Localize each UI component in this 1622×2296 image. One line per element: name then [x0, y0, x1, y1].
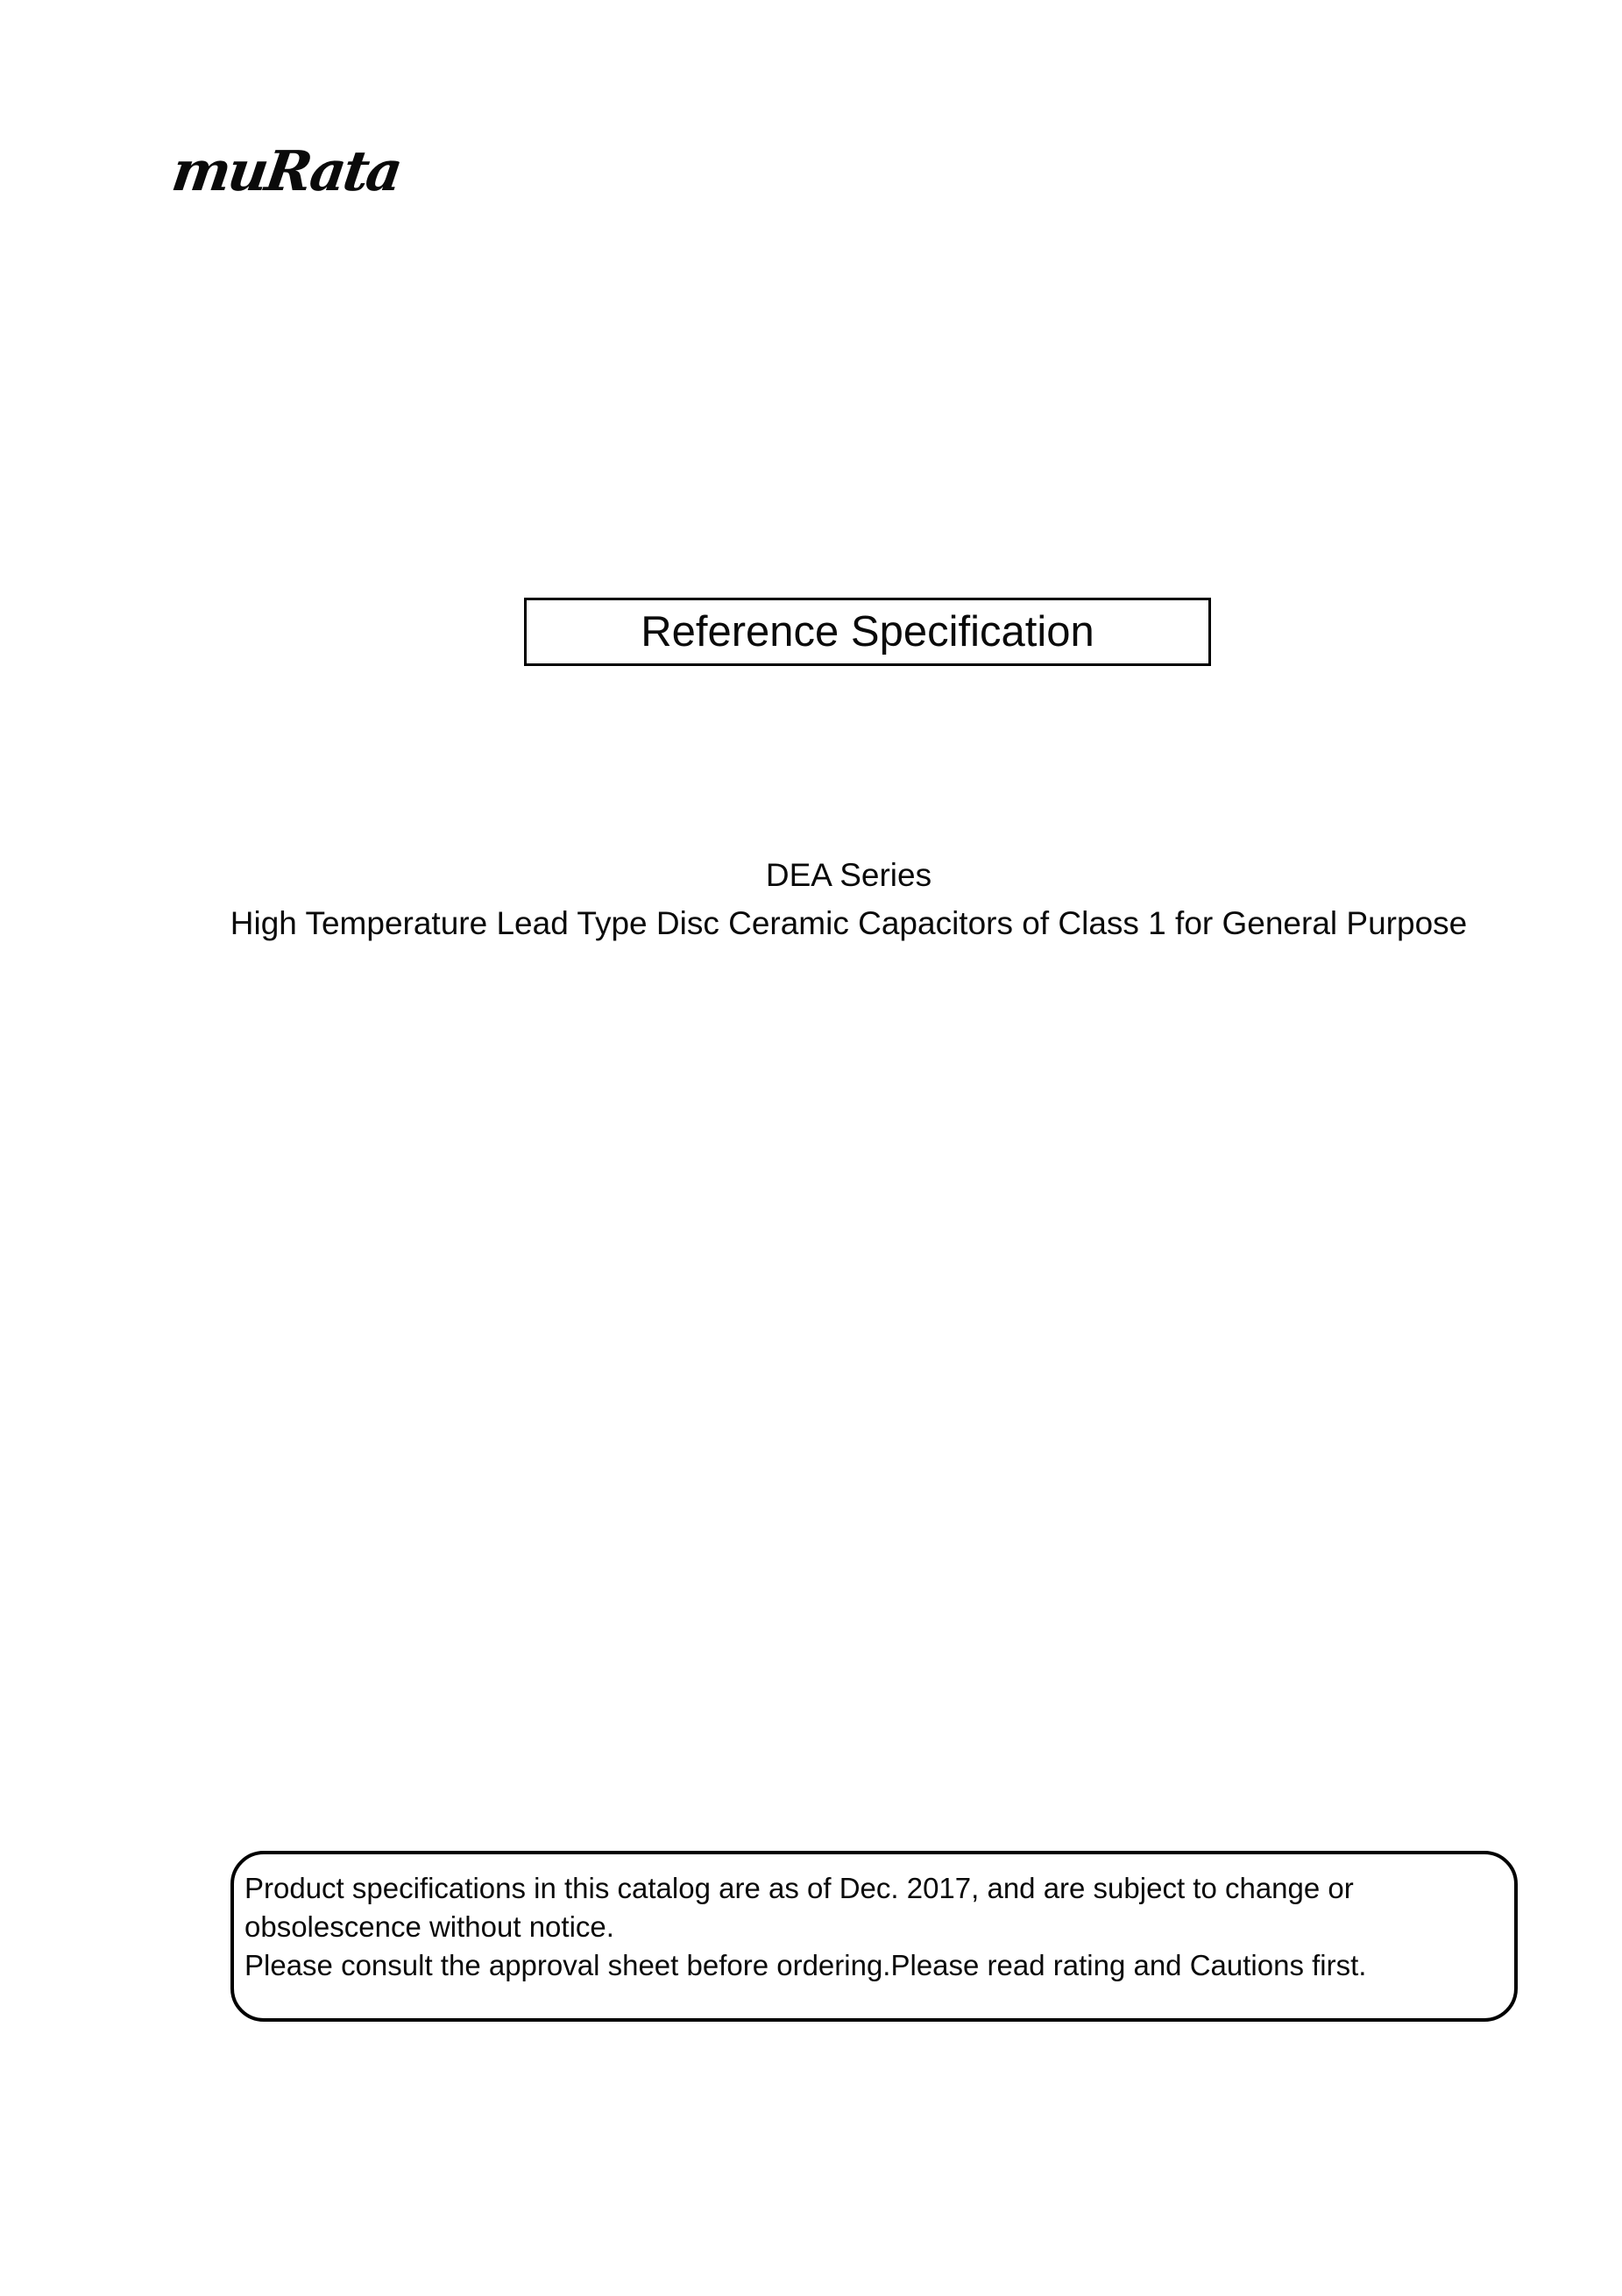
- series-name: DEA Series: [765, 857, 932, 893]
- reference-specification-box: [524, 598, 1211, 666]
- notice-line: Please consult the approval sheet before ordering.Please read rating and Cautions first.: [244, 1949, 1367, 1981]
- series-title-block: [75, 851, 1622, 947]
- murata-logo: muRata: [167, 138, 405, 203]
- series-description: High Temperature Lead Type Disc Ceramic Capacitors of Class 1 for General Purpose: [230, 905, 1468, 941]
- notice-line: Product specifications in this catalog are as of Dec. 2017, and are subject to change or: [244, 1872, 1354, 1904]
- reference-specification-title: Reference Specification: [641, 608, 1094, 655]
- notice-line: obsolescence without notice.: [244, 1910, 614, 1943]
- product-notice-box: [230, 1851, 1518, 2022]
